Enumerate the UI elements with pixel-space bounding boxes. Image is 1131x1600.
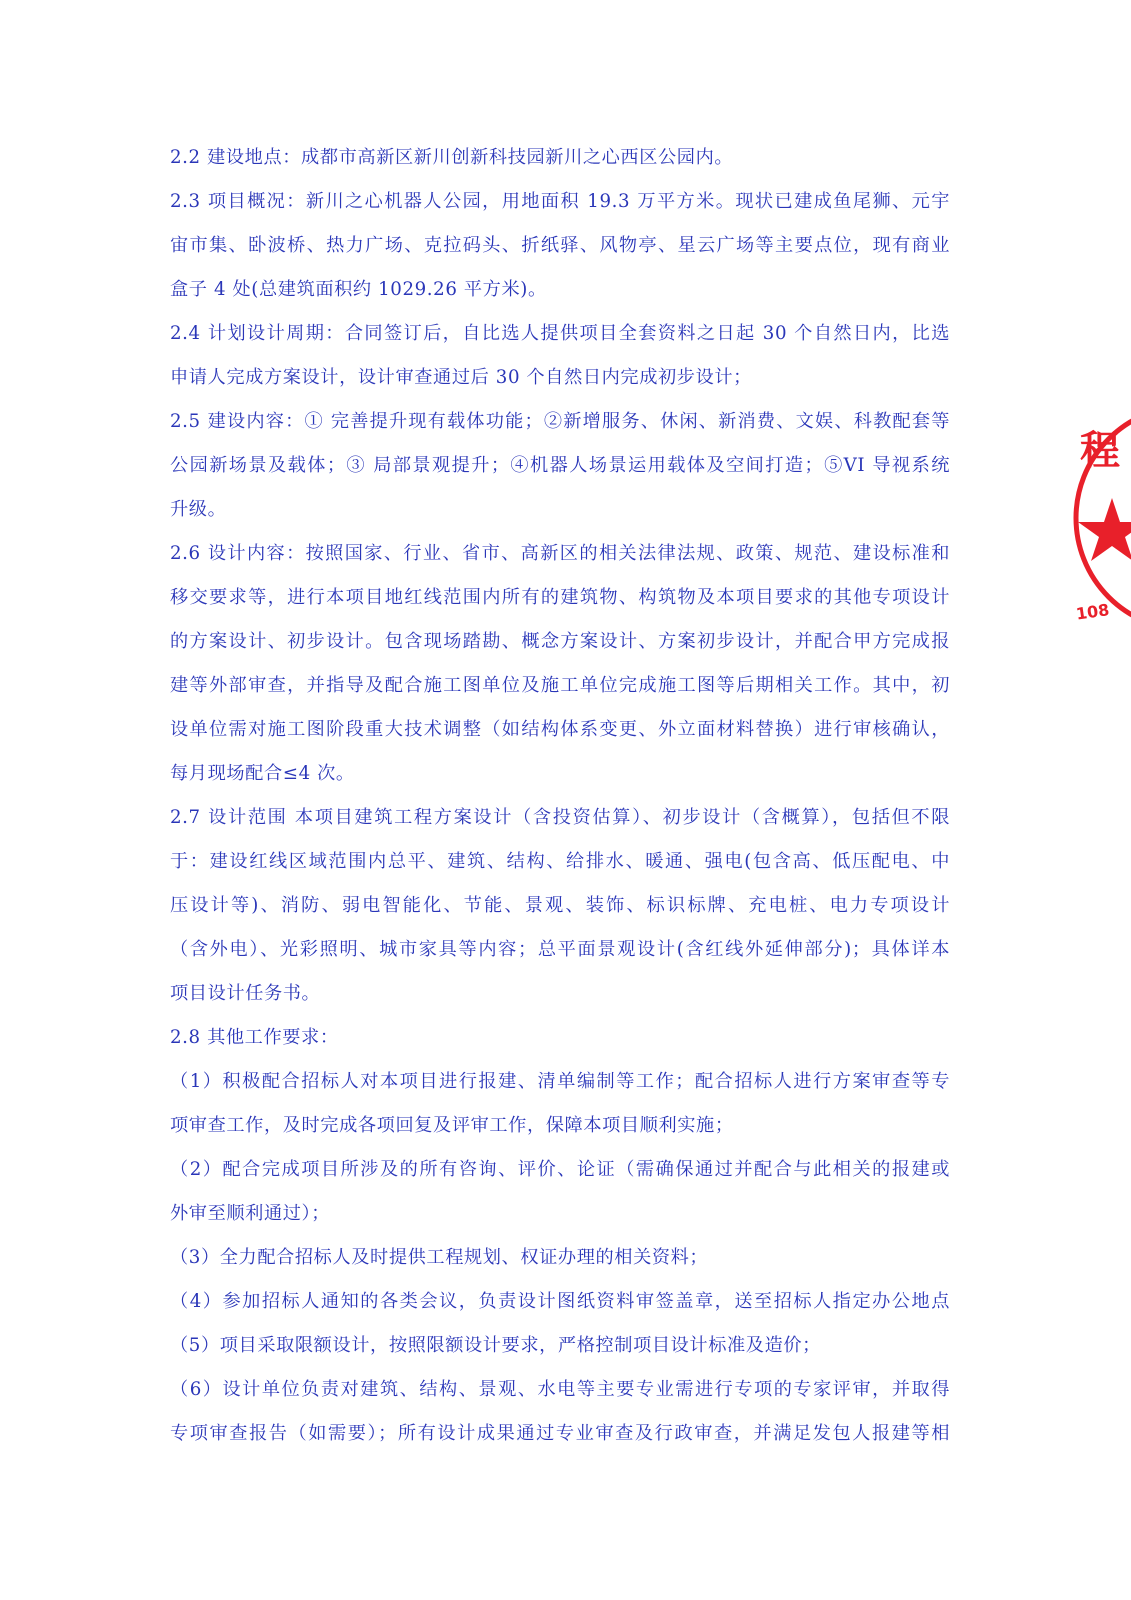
seal-character: 程: [1080, 427, 1120, 474]
text-line: 于：建设红线区域范围内总平、建筑、结构、给排水、暖通、强电(包含高、低压配电、中: [170, 851, 950, 872]
text-line: 2.7 设计范围 本项目建筑工程方案设计（含投资估算）、初步设计（含概算），包括但不限: [170, 807, 950, 828]
text-line: （2）配合完成项目所涉及的所有咨询、评价、论证（需确保通过并配合与此相关的报建或: [170, 1159, 950, 1180]
text-line: （5）项目采取限额设计，按照限额设计要求，严格控制项目设计标准及造价；: [170, 1335, 821, 1356]
text-line: 2.8 其他工作要求：: [170, 1027, 339, 1048]
seal-digits: 108: [1074, 600, 1111, 624]
text-line: 设单位需对施工图阶段重大技术调整（如结构体系变更、外立面材料替换）进行审核确认，: [170, 719, 950, 740]
text-line: 公园新场景及载体；③ 局部景观提升；④机器人场景运用载体及空间打造；⑤VI 导视系统: [170, 455, 950, 476]
text-line: （6）设计单位负责对建筑、结构、景观、水电等主要专业需进行专项的专家评审，并取得: [170, 1379, 950, 1400]
text-line: 2.2 建设地点：成都市高新区新川创新科技园新川之心西区公园内。: [170, 147, 734, 168]
seal-stamp: [1068, 398, 1131, 638]
text-line: 项目设计任务书。: [170, 983, 321, 1004]
document-body: [170, 136, 950, 1456]
text-line: 2.6 设计内容：按照国家、行业、省市、高新区的相关法律法规、政策、规范、建设标准和: [170, 543, 950, 564]
text-line: 的方案设计、初步设计。包含现场踏勘、概念方案设计、方案初步设计，并配合甲方完成报: [170, 631, 950, 652]
text-line: 专项审查报告（如需要）；所有设计成果通过专业审查及行政审查，并满足发包人报建等相: [170, 1423, 950, 1444]
text-line: 移交要求等，进行本项目地红线范围内所有的建筑物、构筑物及本项目要求的其他专项设计: [170, 587, 950, 608]
text-line: 盒子 4 处(总建筑面积约 1029.26 平方米)。: [170, 279, 547, 300]
text-line: 2.5 建设内容：① 完善提升现有载体功能；②新增服务、休闲、新消费、文娱、科教配套等: [170, 411, 950, 432]
text-line: 申请人完成方案设计，设计审查通过后 30 个自然日内完成初步设计；: [170, 367, 752, 388]
text-line: 建等外部审查，并指导及配合施工图单位及施工单位完成施工图等后期相关工作。其中，初: [170, 675, 950, 696]
text-line: 宙市集、卧波桥、热力广场、克拉码头、折纸驿、风物亭、星云广场等主要点位，现有商业: [170, 235, 950, 256]
text-line: 2.3 项目概况：新川之心机器人公园，用地面积 19.3 万平方米。现状已建成鱼尾狮、元宇: [170, 191, 950, 212]
text-line: （3）全力配合招标人及时提供工程规划、权证办理的相关资料；: [170, 1247, 709, 1268]
text-line: 升级。: [170, 499, 227, 520]
text-line: 压设计等)、消防、弱电智能化、节能、景观、装饰、标识标牌、充电桩、电力专项设计: [170, 895, 950, 916]
text-line: （4）参加招标人通知的各类会议，负责设计图纸资料审签盖章，送至招标人指定办公地点: [170, 1291, 950, 1312]
paragraph: [170, 136, 950, 1456]
text-line: 外审至顺利通过）；: [170, 1203, 330, 1224]
text-line: （1）积极配合招标人对本项目进行报建、清单编制等工作；配合招标人进行方案审查等专: [170, 1071, 950, 1092]
text-line: 2.4 计划设计周期：合同签订后，自比选人提供项目全套资料之日起 30 个自然日内，比选: [170, 323, 950, 344]
text-line: 每月现场配合≤4 次。: [170, 763, 355, 784]
text-line: （含外电）、光彩照明、城市家具等内容；总平面景观设计(含红线外延伸部分)；具体详本: [170, 939, 950, 960]
seal-star-icon: [1078, 498, 1131, 561]
text-line: 项审查工作，及时完成各项回复及评审工作，保障本项目顺利实施；: [170, 1115, 734, 1136]
